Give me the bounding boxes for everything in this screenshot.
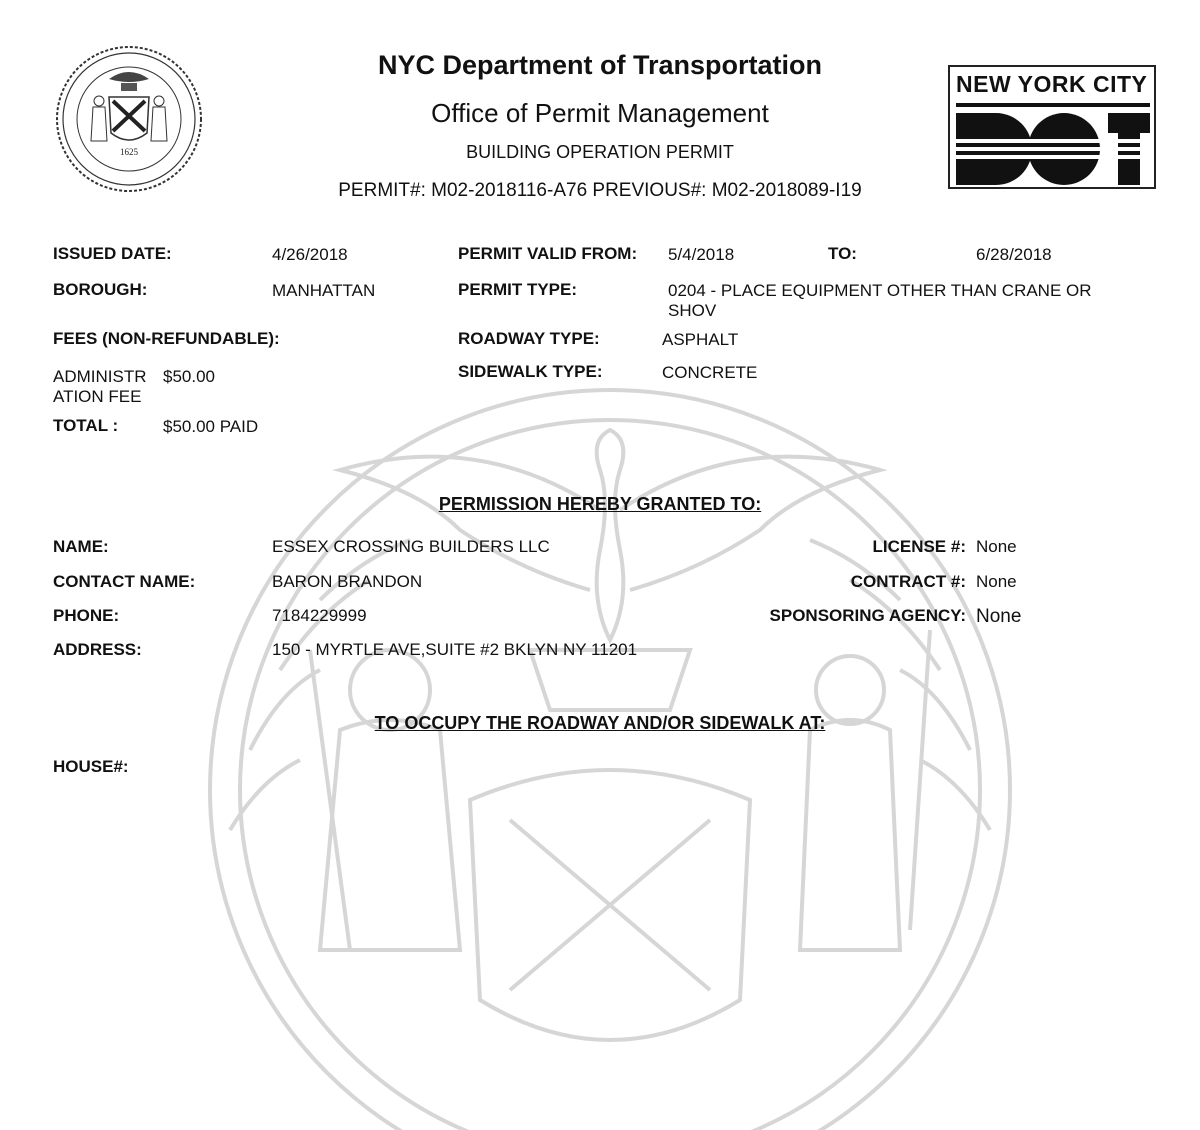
address-value: 150 - MYRTLE AVE,SUITE #2 BKLYN NY 11201 (272, 640, 638, 659)
permission-heading: PERMISSION HEREBY GRANTED TO: (438, 494, 762, 514)
roadway-type-value: ASPHALT (662, 330, 739, 349)
permit-numbers: PERMIT#: M02-2018116-A76 PREVIOUS#: M02-2018089-I19 (338, 180, 862, 201)
permit-type-value-line1: 0204 - PLACE EQUIPMENT OTHER THAN CRANE OR (668, 281, 1092, 300)
valid-to-value: 6/28/2018 (976, 245, 1052, 264)
valid-from-value: 5/4/2018 (668, 245, 735, 264)
valid-from-label: PERMIT VALID FROM: (458, 244, 638, 263)
issued-date-value: 4/26/2018 (272, 245, 348, 264)
watermark-seal-icon (170, 370, 1050, 1130)
license-value: None (976, 537, 1017, 556)
permit-type-value-line2: SHOV (668, 301, 717, 320)
logo-text: NEW YORK CITY (956, 71, 1148, 97)
issued-date-label: ISSUED DATE: (53, 244, 172, 263)
total-value: $50.00 PAID (163, 417, 259, 436)
house-number-label: HOUSE#: (53, 757, 129, 776)
occupy-heading: TO OCCUPY THE ROADWAY AND/OR SIDEWALK AT: (374, 713, 826, 733)
valid-to-label: TO: (828, 244, 857, 263)
license-label: LICENSE #: (872, 537, 966, 556)
fee-amount: $50.00 (163, 367, 215, 386)
agency-title: NYC Department of Transportation (377, 50, 823, 80)
roadway-type-label: ROADWAY TYPE: (458, 329, 600, 348)
sponsoring-agency-value: None (976, 606, 1022, 627)
borough-value: MANHATTAN (272, 281, 376, 300)
permit-type-label: PERMIT TYPE: (458, 280, 578, 299)
name-label: NAME: (53, 537, 109, 556)
contract-label: CONTRACT #: (850, 572, 966, 591)
phone-label: PHONE: (53, 606, 120, 625)
sidewalk-type-value: CONCRETE (662, 363, 758, 382)
borough-label: BOROUGH: (53, 280, 148, 299)
svg-text:1625: 1625 (120, 147, 138, 157)
address-label: ADDRESS: (53, 640, 142, 659)
permit-kind: BUILDING OPERATION PERMIT (466, 142, 734, 162)
sidewalk-type-label: SIDEWALK TYPE: (458, 362, 603, 381)
contact-name-label: CONTACT NAME: (53, 572, 196, 591)
fee-name-line1: ADMINISTR (53, 367, 147, 386)
name-value: ESSEX CROSSING BUILDERS LLC (272, 537, 550, 556)
office-title: Office of Permit Management (431, 98, 769, 128)
contact-name-value: BARON BRANDON (272, 572, 423, 591)
phone-value: 7184229999 (272, 606, 367, 625)
fees-heading: FEES (NON-REFUNDABLE): (53, 329, 280, 348)
sponsoring-agency-label: SPONSORING AGENCY: (769, 606, 966, 625)
fee-name-line2: ATION FEE (53, 387, 142, 406)
contract-value: None (976, 572, 1017, 591)
total-label: TOTAL : (53, 416, 119, 435)
